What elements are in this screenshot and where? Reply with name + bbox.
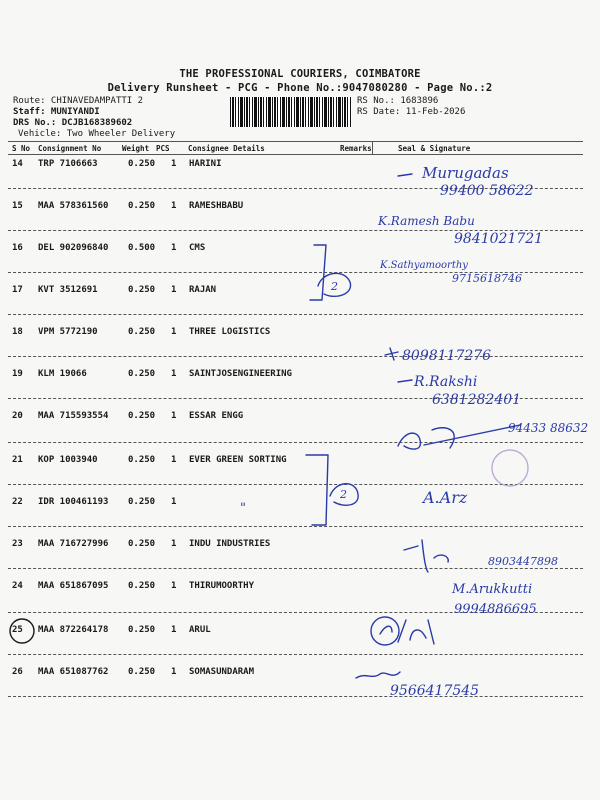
rs-date: RS Date: 11-Feb-2026	[357, 107, 466, 117]
handwritten-phone-26: 9566417545	[390, 683, 480, 699]
row-divider	[8, 314, 583, 315]
row-weight: 0.250	[128, 411, 156, 421]
handwritten-phone-14: 99400 58622	[440, 183, 534, 199]
row-sno: 17	[12, 285, 23, 295]
table-row	[0, 201, 600, 215]
row-weight: 0.250	[128, 369, 156, 379]
row-divider	[8, 568, 583, 569]
table-row	[0, 581, 600, 595]
row-divider	[8, 696, 583, 697]
drs-number: DRS No.: DCJB168389602	[13, 118, 133, 128]
table-row	[0, 243, 600, 257]
row-weight: 0.250	[128, 497, 156, 507]
route-label: Route: CHINAVEDAMPATTI 2	[13, 96, 144, 106]
bracket-a-mark: 2	[331, 280, 338, 293]
row-consignment-no: MAA 651087762	[38, 667, 109, 677]
row-consignment-no: KVT 3512691	[38, 285, 98, 295]
row-sno: 19	[12, 369, 23, 379]
table-row	[0, 369, 600, 383]
row-weight: 0.250	[128, 455, 156, 465]
row-sno: 23	[12, 539, 23, 549]
row-divider	[8, 188, 583, 189]
row-consignment-no: MAA 715593554	[38, 411, 109, 421]
row-weight: 0.250	[128, 581, 156, 591]
row-consignee: THREE LOGISTICS	[189, 327, 271, 337]
row-divider	[8, 654, 583, 655]
row-sno: 15	[12, 201, 23, 211]
row-sno: 20	[12, 411, 23, 421]
row-weight: 0.250	[128, 201, 156, 211]
row-consignment-no: MAA 651867095	[38, 581, 109, 591]
row-sno: 18	[12, 327, 23, 337]
row-consignment-no: KLM 19066	[38, 369, 87, 379]
row-pcs: 1	[171, 285, 177, 295]
runsheet-title: Delivery Runsheet - PCG - Phone No.:9047080280 - Page No.:2	[107, 82, 493, 94]
ditto-mark: "	[240, 501, 246, 516]
col-pcs: PCS	[156, 144, 170, 153]
handwritten-phone-15: 9841021721	[454, 231, 544, 247]
row-pcs: 1	[171, 667, 177, 677]
row-pcs: 1	[171, 411, 177, 421]
row-consignment-no: MAA 716727996	[38, 539, 109, 549]
vehicle-label: Vehicle: Two Wheeler Delivery	[18, 129, 176, 139]
table-row	[0, 327, 600, 341]
row-consignee: SAINTJOSENGINEERING	[189, 369, 292, 379]
handwritten-name-16: K.Sathyamoorthy	[380, 260, 468, 271]
handwritten-phone-16: 9715618746	[452, 272, 522, 285]
handwritten-phone-20: 94433 88632	[508, 421, 589, 435]
bracket-b-mark: 2	[340, 488, 347, 501]
row-pcs: 1	[171, 581, 177, 591]
row-consignment-no: VPM 5772190	[38, 327, 98, 337]
row-weight: 0.250	[128, 625, 156, 635]
row-consignee: CMS	[189, 243, 206, 253]
row-consignee: THIRUMOORTHY	[189, 581, 255, 591]
row-divider	[8, 526, 583, 527]
table-row	[0, 625, 600, 639]
col-weight: Weight	[122, 144, 150, 153]
row-pcs: 1	[171, 539, 177, 549]
row-consignee: SOMASUNDARAM	[189, 667, 255, 677]
col-seal-signature: Seal & Signature	[398, 144, 471, 153]
row-pcs: 1	[171, 327, 177, 337]
col-consignee: Consignee Details	[188, 144, 265, 153]
row-consignee: ARUL	[189, 625, 211, 635]
row-sno: 24	[12, 581, 23, 591]
row-consignment-no: DEL 902096840	[38, 243, 109, 253]
row-weight: 0.250	[128, 285, 156, 295]
handwritten-phone-24: 9994886695	[454, 602, 537, 617]
row-pcs: 1	[171, 201, 177, 211]
handwritten-phone-23: 8903447898	[488, 555, 558, 568]
row-divider	[8, 398, 583, 399]
row-consignee: INDU INDUSTRIES	[189, 539, 271, 549]
row-weight: 0.250	[128, 159, 156, 169]
row-sno: 16	[12, 243, 23, 253]
row-divider	[8, 484, 583, 485]
row-consignment-no: MAA 578361560	[38, 201, 109, 211]
table-row	[0, 497, 600, 511]
col-consignment: Consignment No	[38, 144, 102, 153]
handwritten-name-22: A.Arz	[423, 488, 468, 507]
row-consignment-no: KOP 1003940	[38, 455, 98, 465]
row-divider	[8, 442, 583, 443]
row-divider	[8, 272, 583, 273]
row-pcs: 1	[171, 497, 177, 507]
row-sno: 22	[12, 497, 23, 507]
row-pcs: 1	[171, 625, 177, 635]
row-divider	[8, 612, 583, 613]
row-sno: 26	[12, 667, 23, 677]
row-pcs: 1	[171, 159, 177, 169]
row-consignee: RAMESHBABU	[189, 201, 244, 211]
handwritten-name-19: R.Rakshi	[414, 374, 478, 390]
row-consignee: RAJAN	[189, 285, 217, 295]
row-consignment-no: TRP 7106663	[38, 159, 98, 169]
handwritten-phone-18: 8098117276	[402, 348, 492, 364]
handwritten-phone-19: 6381282401	[432, 392, 522, 408]
row-weight: 0.250	[128, 539, 156, 549]
handwritten-name-14: Murugadas	[422, 164, 509, 182]
row-sno: 25	[12, 625, 23, 635]
table-row	[0, 159, 600, 173]
row-weight: 0.250	[128, 327, 156, 337]
row-consignment-no: MAA 872264178	[38, 625, 109, 635]
row-sno: 21	[12, 455, 23, 465]
row-weight: 0.250	[128, 667, 156, 677]
row-divider	[8, 230, 583, 231]
row-pcs: 1	[171, 369, 177, 379]
handwritten-name-24: M.Arukkutti	[452, 582, 533, 597]
staff-label: Staff: MUNIYANDI	[13, 107, 100, 117]
row-consignment-no: IDR 100461193	[38, 497, 109, 507]
col-remarks: Remarks	[340, 144, 372, 153]
table-row	[0, 455, 600, 469]
row-divider	[8, 356, 583, 357]
row-consignee: HARINI	[189, 159, 222, 169]
handwritten-name-15: K.Ramesh Babu	[378, 214, 475, 228]
table-row	[0, 285, 600, 299]
row-weight: 0.500	[128, 243, 156, 253]
row-consignee: ESSAR ENGG	[189, 411, 244, 421]
row-consignee: EVER GREEN SORTING	[189, 455, 287, 465]
row-sno: 14	[12, 159, 23, 169]
rs-number: RS No.: 1683896	[357, 96, 439, 106]
row-pcs: 1	[171, 243, 177, 253]
col-sno: S No	[12, 144, 31, 153]
row-pcs: 1	[171, 455, 177, 465]
table-row	[0, 667, 600, 681]
table-row	[0, 411, 600, 425]
table-row	[0, 539, 600, 553]
company-title: THE PROFESSIONAL COURIERS, COIMBATORE	[179, 68, 421, 80]
